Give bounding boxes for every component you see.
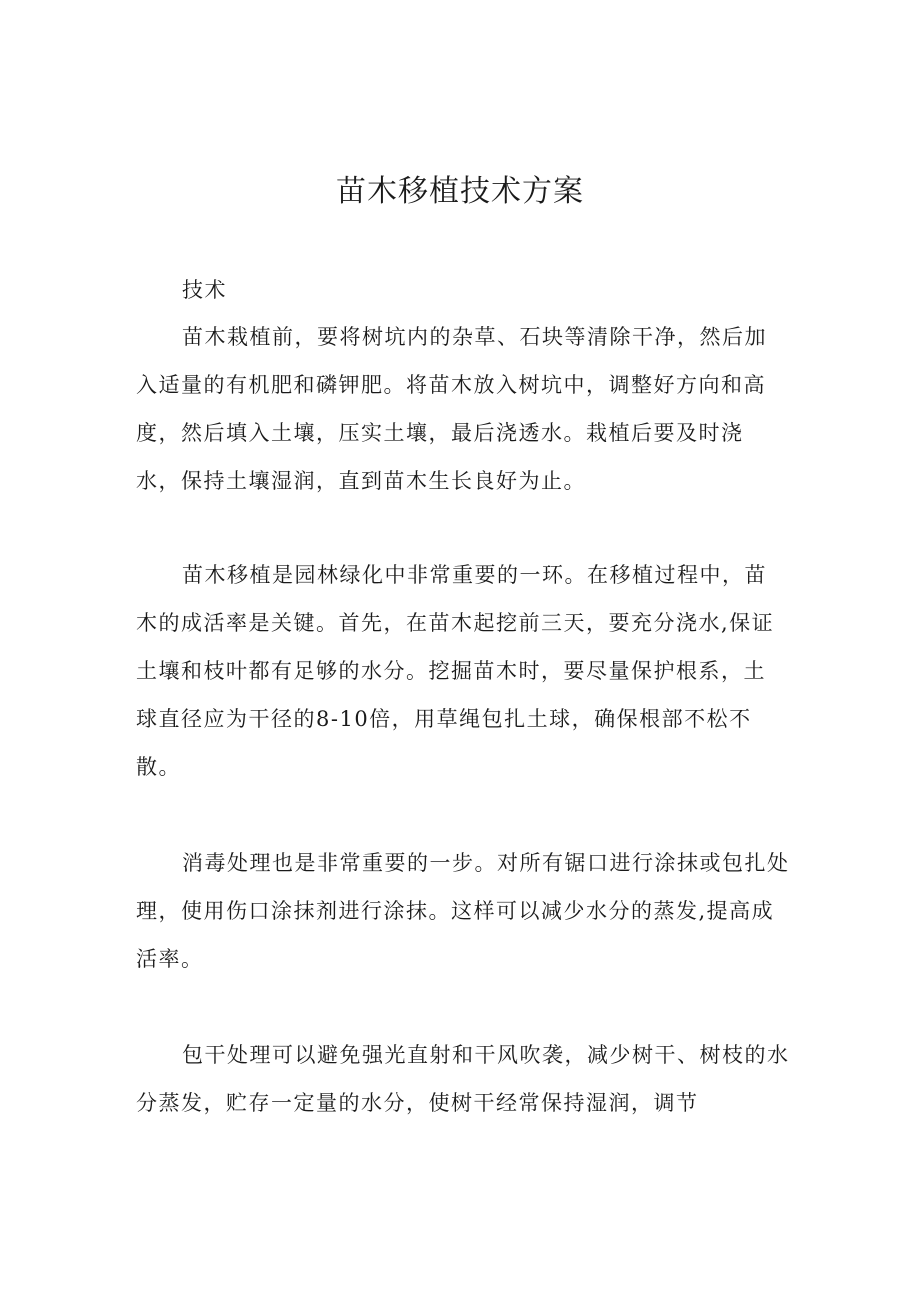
paragraph-heading	[136, 266, 798, 314]
paragraph-line: 活率。	[136, 947, 204, 971]
document-title: 苗木移植技术方案	[336, 174, 584, 209]
paragraph-line: 度，然后填入土壤，压实土壤，最后浇透水。栽植后要及时浇	[136, 421, 744, 445]
paragraph-line: 消毒处理也是非常重要的一步。对所有锯口进行涂抹或包扎处	[182, 851, 790, 875]
paragraph-line: 土壤和枝叶都有足够的水分。挖掘苗木时，要尽量保护根系，土	[136, 659, 766, 683]
paragraph-line: 分蒸发，贮存一定量的水分，使树干经常保持湿润，调节	[136, 1091, 699, 1115]
paragraph-transplanting	[136, 551, 798, 791]
paragraph-line: 水，保持土壤湿润，直到苗木生长良好为止。	[136, 469, 586, 493]
paragraph-line: 包干处理可以避免强光直射和干风吹袭，减少树干、树枝的水	[182, 1043, 790, 1067]
paragraph-planting	[136, 313, 798, 505]
paragraph-line: 散。	[136, 755, 181, 779]
paragraph-line: 苗木栽植前，要将树坑内的杂草、石块等清除干净，然后加	[182, 325, 767, 349]
paragraph-disinfection	[136, 839, 798, 983]
paragraph-trunk-wrapping	[136, 1031, 798, 1127]
paragraph-line: 苗木移植是园林绿化中非常重要的一环。在移植过程中，苗	[182, 563, 767, 587]
paragraph-line: 理，使用伤口涂抹剂进行涂抹。这样可以减少水分的蒸发,提高成	[136, 899, 775, 923]
paragraph-line: 球直径应为干径的8-10倍，用草绳包扎土球，确保根部不松不	[136, 707, 752, 731]
paragraph-line: 木的成活率是关键。首先，在苗木起挖前三天，要充分浇水,保证	[136, 611, 775, 635]
paragraph-line: 技术	[182, 278, 227, 302]
paragraph-line: 入适量的有机肥和磷钾肥。将苗木放入树坑中，调整好方向和高	[136, 373, 766, 397]
